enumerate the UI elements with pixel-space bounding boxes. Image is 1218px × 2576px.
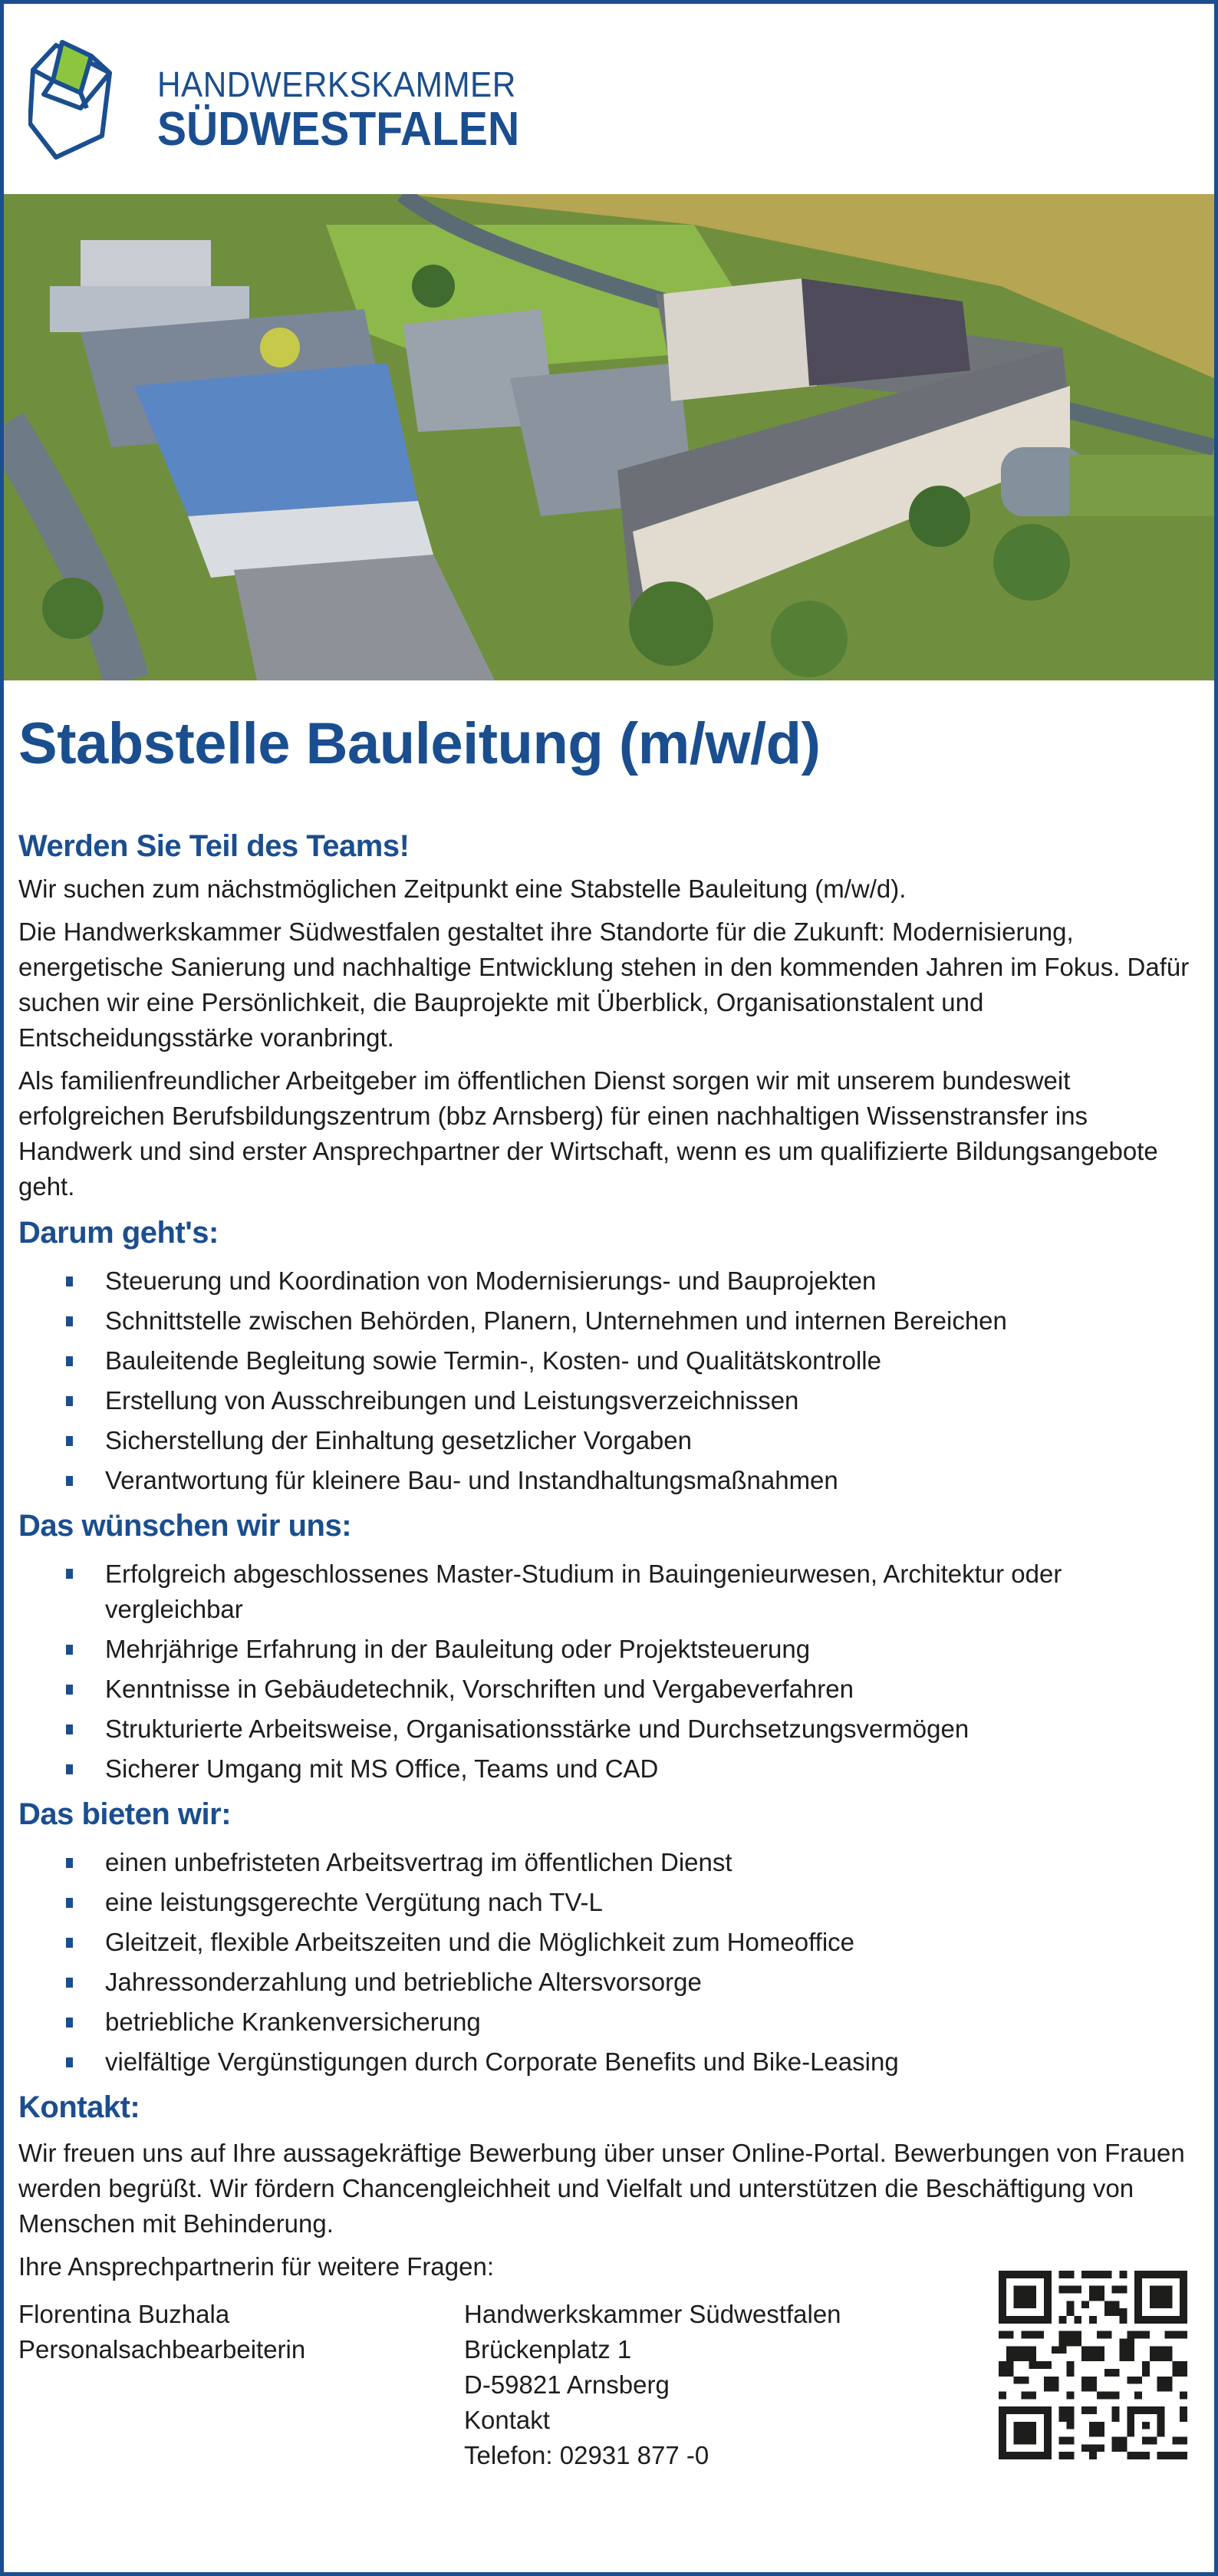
logo-line-1: HANDWERKSKAMMER	[157, 64, 516, 104]
square-bullet-icon	[66, 1685, 73, 1695]
intro-heading: Werden Sie Teil des Teams!	[18, 829, 410, 863]
address-city: D-59821 Arnsberg	[464, 2370, 670, 2399]
square-bullet-icon	[66, 1356, 73, 1366]
square-bullet-icon	[66, 1476, 73, 1486]
list-item: Kenntnisse in Gebäudetechnik, Vorschriften und Vergabeverfahren	[18, 1669, 1200, 1709]
benefits-list	[18, 1843, 1200, 2082]
list-item: Sicherer Umgang mit MS Office, Teams und CAD	[18, 1749, 1200, 1789]
square-bullet-icon	[66, 1858, 73, 1868]
square-bullet-icon	[66, 2018, 73, 2028]
square-bullet-icon	[66, 1898, 73, 1908]
contact-role: Personalsachbearbeiterin	[18, 2335, 306, 2364]
logo-line-2: SÜDWESTFALEN	[157, 103, 520, 156]
contact-lead: Ihre Ansprechpartnerin für weitere Fragen:	[18, 2252, 494, 2281]
logo-wordmark	[157, 65, 551, 154]
list-item: Gleitzeit, flexible Arbeitszeiten und die Möglichkeit zum Homeoffice	[18, 1922, 1200, 1962]
square-bullet-icon	[66, 2057, 73, 2067]
square-bullet-icon	[66, 1978, 73, 1988]
list-item: einen unbefristeten Arbeitsvertrag im öffentlichen Dienst	[18, 1843, 1200, 1883]
requirements-list	[18, 1554, 1200, 1789]
list-item: Jahressonderzahlung und betriebliche Altersvorsorge	[18, 1962, 1200, 2002]
square-bullet-icon	[66, 1764, 73, 1774]
list-item: Steuerung und Koordination von Modernisierungs- und Bauprojekten	[18, 1261, 1200, 1301]
square-bullet-icon	[66, 1569, 73, 1579]
list-item: Sicherstellung der Einhaltung gesetzlicher Vorgaben	[18, 1421, 1200, 1461]
contact-paragraph: Wir freuen uns auf Ihre aussagekräftige Bewerbung über unser Online-Portal. Bewerbungen von Frauen werden begrüßt. Wir fördern Chancengleichheit und Vielfalt und unterstützen die Beschäftigung von Menschen mit Behinderung.	[18, 2139, 1185, 2238]
square-bullet-icon	[66, 1316, 73, 1326]
job-title: Stabstelle Bauleitung (m/w/d)	[18, 711, 821, 776]
list-item: eine leistungsgerechte Vergütung nach TV-L	[18, 1883, 1200, 1922]
photo-illustration	[4, 194, 1214, 680]
contact-link[interactable]: Kontakt	[464, 2406, 550, 2434]
list-item: Bauleitende Begleitung sowie Termin-, Kosten- und Qualitätskontrolle	[18, 1341, 1200, 1381]
contact-address	[464, 2297, 841, 2473]
list-item: Erfolgreich abgeschlossenes Master-Studium in Bauingenieurwesen, Architektur oder vergleichbar	[18, 1554, 1200, 1629]
square-bullet-icon	[66, 1724, 73, 1734]
address-street: Brückenplatz 1	[464, 2335, 632, 2364]
campus-aerial-photo	[4, 194, 1214, 680]
list-item: betriebliche Krankenversicherung	[18, 2002, 1200, 2042]
list-item: Verantwortung für kleinere Bau- und Instandhaltungsmaßnahmen	[18, 1461, 1200, 1500]
intro-paragraph-2: Die Handwerkskammer Südwestfalen gestaltet ihre Standorte für die Zukunft: Modernisierung, energetische Sanierung und nachhaltige Entwicklung stehen in den kommenden Jahren im Fokus. Dafür suchen wir eine Persönlichkeit, die Bauprojekte mit Überblick, Organisationstalent und Entscheidungsstärke voranbringt.	[18, 917, 1190, 1052]
list-item: Schnittstelle zwischen Behörden, Planern, Unternehmen und internen Bereichen	[18, 1301, 1200, 1341]
tasks-heading: Darum geht's:	[18, 1216, 219, 1250]
address-org: Handwerkskammer Südwestfalen	[464, 2300, 841, 2328]
phone-number: Telefon: 02931 877 -0	[464, 2441, 709, 2469]
list-item: vielfältige Vergünstigungen durch Corporate Benefits und Bike-Leasing	[18, 2042, 1200, 2082]
logo-icon	[28, 39, 114, 162]
contact-details	[18, 2297, 1200, 2473]
benefits-heading: Das bieten wir:	[18, 1797, 232, 1831]
square-bullet-icon	[66, 1276, 73, 1286]
contact-person	[18, 2297, 305, 2367]
qr-code-icon[interactable]	[999, 2271, 1187, 2459]
intro-paragraph-3: Als familienfreundlicher Arbeitgeber im öffentlichen Dienst sorgen wir mit unserem bundesweit erfolgreichen Berufsbildungszentrum (bbz Arnsberg) für einen nachhaltigen Wissenstransfer ins Handwerk und sind erster Ansprechpartner der Wirtschaft, wenn es um qualifizierte Bildungsangebote geht.	[18, 1066, 1158, 1201]
list-item: Erstellung von Ausschreibungen und Leistungsverzeichnissen	[18, 1381, 1200, 1421]
square-bullet-icon	[66, 1396, 73, 1406]
requirements-heading: Das wünschen wir uns:	[18, 1509, 352, 1543]
contact-heading: Kontakt:	[18, 2090, 140, 2124]
list-item: Strukturierte Arbeitsweise, Organisationsstärke und Durchsetzungsvermögen	[18, 1709, 1200, 1749]
tasks-list	[18, 1261, 1200, 1500]
contact-name: Florentina Buzhala	[18, 2300, 230, 2328]
square-bullet-icon	[66, 1938, 73, 1948]
square-bullet-icon	[66, 1436, 73, 1446]
square-bullet-icon	[66, 1645, 73, 1655]
intro-paragraph-1: Wir suchen zum nächstmöglichen Zeitpunkt eine Stabstelle Bauleitung (m/w/d).	[18, 875, 907, 903]
header	[4, 4, 1214, 194]
job-posting	[18, 690, 1200, 2473]
list-item: Mehrjährige Erfahrung in der Bauleitung oder Projektsteuerung	[18, 1629, 1200, 1669]
